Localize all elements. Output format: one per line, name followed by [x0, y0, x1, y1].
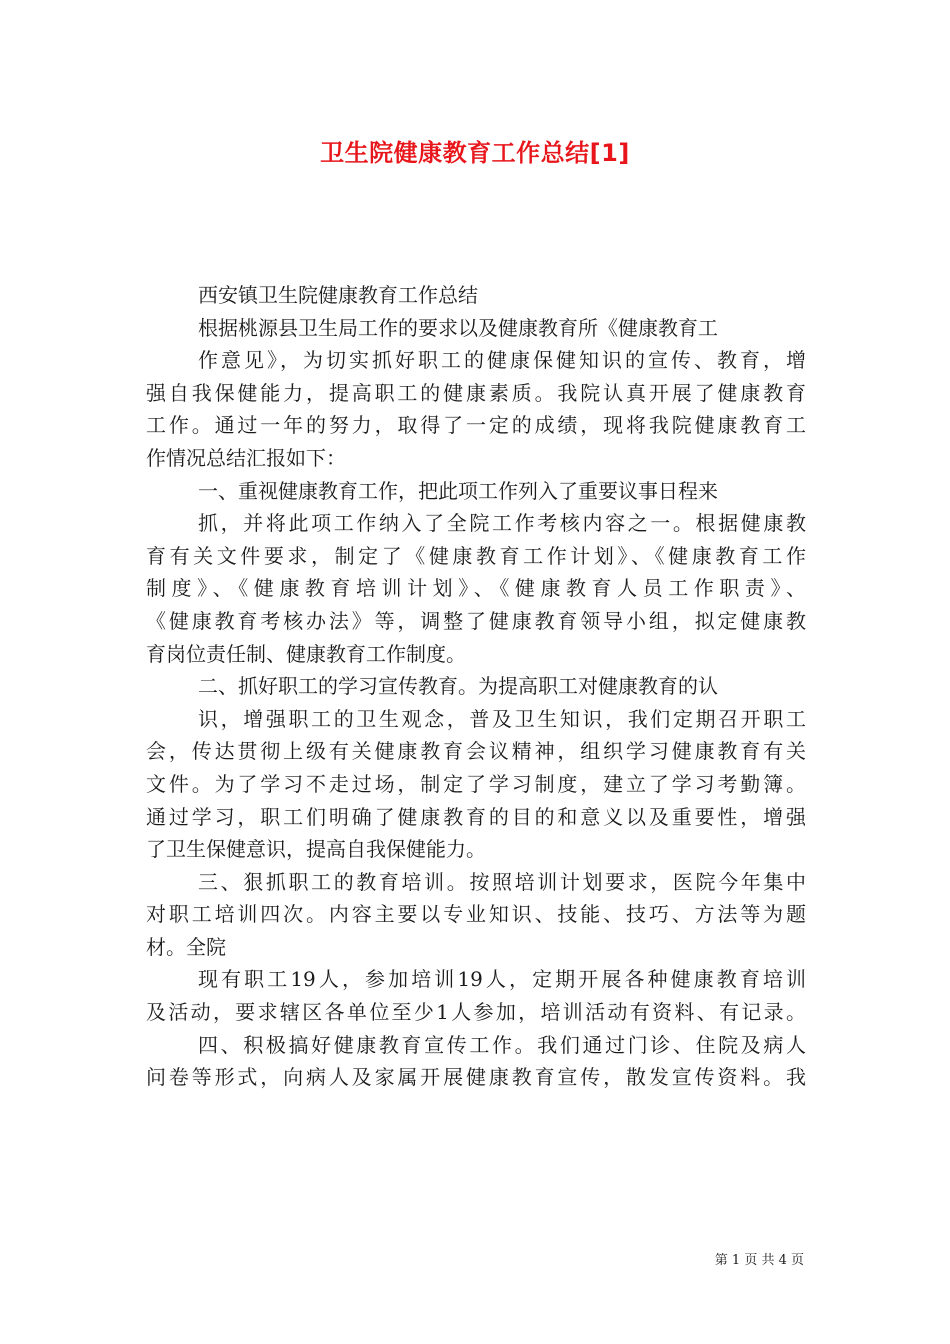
body-line: 育有关文件要求，制定了《健康教育工作计划》、《健康教育工作: [146, 543, 806, 568]
body-line: 根据桃源县卫生局工作的要求以及健康教育所《健康教育工: [198, 315, 718, 340]
page-number: 第 1 页 共 4 页: [714, 1253, 804, 1268]
body-line: 强自我保健能力，提高职工的健康素质。我院认真开展了健康教育: [146, 380, 806, 405]
body-line: 作意见》，为切实抓好职工的健康保健知识的宣传、教育，增: [198, 348, 806, 373]
body-line: 对职工培训四次。内容主要以专业知识、技能、技巧、方法等为题: [146, 902, 806, 927]
body-line: 识，增强职工的卫生观念，普及卫生知识，我们定期召开职工: [198, 706, 806, 731]
body-line: 通过学习，职工们明确了健康教育的目的和意义以及重要性，增强: [146, 804, 806, 829]
body-line: 工作。通过一年的努力，取得了一定的成绩，现将我院健康教育工: [146, 413, 806, 438]
body-line: 制度》、《健康教育培训计划》、《健康教育人员工作职责》、: [146, 576, 806, 601]
body-line: 四、积极搞好健康教育宣传工作。我们通过门诊、住院及病人: [198, 1032, 806, 1057]
body-line: 《健康教育考核办法》等，调整了健康教育领导小组，拟定健康教: [146, 608, 806, 633]
body-line: 及活动，要求辖区各单位至少1人参加，培训活动有资料、有记录。: [146, 1000, 806, 1025]
body-line: 西安镇卫生院健康教育工作总结: [198, 283, 478, 307]
body-line: 作情况总结汇报如下：: [146, 445, 346, 470]
body-line: 问卷等形式，向病人及家属开展健康教育宣传，散发宣传资料。我: [146, 1065, 806, 1090]
body-line: 文件。为了学习不走过场，制定了学习制度，建立了学习考勤簿。: [146, 771, 806, 796]
document-title: 卫生院健康教育工作总结[1]: [320, 139, 630, 167]
body-line: 育岗位责任制、健康教育工作制度。: [146, 641, 466, 666]
body-line: 现有职工19人，参加培训19人，定期开展各种健康教育培训: [198, 967, 806, 992]
document-body: [146, 279, 806, 1094]
body-line: 一、重视健康教育工作，把此项工作列入了重要议事日程来: [198, 478, 718, 503]
body-line: 三、狠抓职工的教育培训。按照培训计划要求，医院今年集中: [198, 869, 806, 894]
body-line: 二、抓好职工的学习宣传教育。为提高职工对健康教育的认: [198, 674, 718, 699]
body-line: 抓，并将此项工作纳入了全院工作考核内容之一。根据健康教: [198, 511, 806, 536]
body-line: 了卫生保健意识，提高自我保健能力。: [146, 837, 486, 862]
body-line: 会，传达贯彻上级有关健康教育会议精神，组织学习健康教育有关: [146, 739, 806, 764]
body-line: 材。全院: [146, 934, 226, 959]
